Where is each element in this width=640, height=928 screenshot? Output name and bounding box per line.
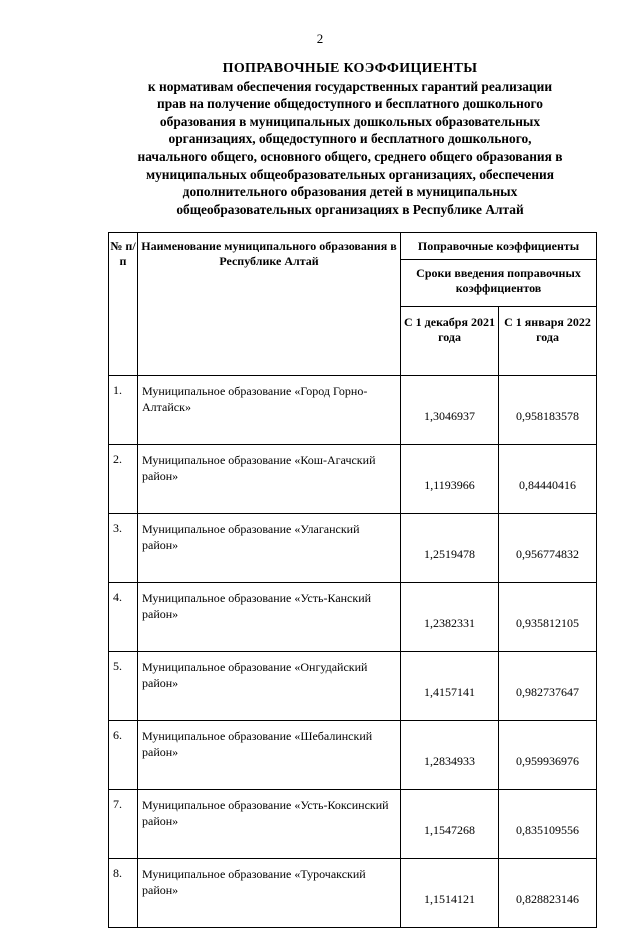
row-number: 1. bbox=[109, 376, 138, 445]
row-number: 2. bbox=[109, 445, 138, 514]
title-line: образования в муниципальных дошкольных образовательных bbox=[159, 113, 541, 129]
row-number: 6. bbox=[109, 721, 138, 790]
coef-jan-2022: 0,956774832 bbox=[499, 514, 597, 583]
table-row bbox=[109, 859, 597, 928]
document-title bbox=[90, 60, 610, 218]
row-number: 4. bbox=[109, 583, 138, 652]
table-row bbox=[109, 376, 597, 445]
coef-dec-2021: 1,4157141 bbox=[401, 652, 499, 721]
coef-dec-2021: 1,2834933 bbox=[401, 721, 499, 790]
title-line: организациях, общедоступного и бесплатного дошкольного, bbox=[168, 131, 532, 147]
coefficients-table bbox=[108, 232, 597, 928]
row-number: 3. bbox=[109, 514, 138, 583]
header-coefficients: Поправочные коэффициенты bbox=[401, 233, 597, 260]
header-num: № п/п bbox=[109, 233, 138, 376]
table-row bbox=[109, 445, 597, 514]
coef-jan-2022: 0,84440416 bbox=[499, 445, 597, 514]
table-row bbox=[109, 721, 597, 790]
municipality-name: Муниципальное образование «Кош-Агачский район» bbox=[138, 445, 401, 514]
coef-jan-2022: 0,835109556 bbox=[499, 790, 597, 859]
municipality-name: Муниципальное образование «Шебалинский район» bbox=[138, 721, 401, 790]
coef-jan-2022: 0,828823146 bbox=[499, 859, 597, 928]
municipality-name: Муниципальное образование «Турочакский район» bbox=[138, 859, 401, 928]
row-number: 8. bbox=[109, 859, 138, 928]
header-date-dec-2021: С 1 декабря 2021 года bbox=[401, 307, 499, 376]
row-number: 5. bbox=[109, 652, 138, 721]
municipality-name: Муниципальное образование «Улаганский район» bbox=[138, 514, 401, 583]
table-row bbox=[109, 583, 597, 652]
municipality-name: Муниципальное образование «Онгудайский район» bbox=[138, 652, 401, 721]
title-line: прав на получение общедоступного и бесплатного дошкольного bbox=[156, 96, 543, 112]
municipality-name: Муниципальное образование «Усть-Канский район» bbox=[138, 583, 401, 652]
coef-dec-2021: 1,1193966 bbox=[401, 445, 499, 514]
coef-jan-2022: 0,958183578 bbox=[499, 376, 597, 445]
title-main: ПОПРАВОЧНЫЕ КОЭФФИЦИЕНТЫ bbox=[222, 61, 478, 76]
coef-jan-2022: 0,959936976 bbox=[499, 721, 597, 790]
coef-dec-2021: 1,1514121 bbox=[401, 859, 499, 928]
header-date-jan-2022: С 1 января 2022 года bbox=[499, 307, 597, 376]
title-line: муниципальных общеобразовательных организациях, обеспечения bbox=[145, 166, 554, 182]
municipality-name: Муниципальное образование «Город Горно-Алтайск» bbox=[138, 376, 401, 445]
municipality-name: Муниципальное образование «Усть-Коксинский район» bbox=[138, 790, 401, 859]
table-row bbox=[109, 652, 597, 721]
page-number: 2 bbox=[316, 31, 324, 46]
header-terms: Сроки введения поправочных коэффициентов bbox=[401, 260, 597, 307]
table-row bbox=[109, 790, 597, 859]
title-line: начального общего, основного общего, среднего общего образования в bbox=[137, 148, 563, 164]
title-line: общеобразовательных организациях в Республике Алтай bbox=[176, 201, 524, 217]
title-line: к нормативам обеспечения государственных гарантий реализации bbox=[147, 78, 553, 94]
row-number: 7. bbox=[109, 790, 138, 859]
coef-dec-2021: 1,1547268 bbox=[401, 790, 499, 859]
coef-jan-2022: 0,982737647 bbox=[499, 652, 597, 721]
header-name: Наименование муниципального образования в Республике Алтай bbox=[138, 233, 401, 376]
table-row bbox=[109, 514, 597, 583]
coef-dec-2021: 1,2519478 bbox=[401, 514, 499, 583]
title-line: дополнительного образования детей в муниципальных bbox=[182, 184, 518, 200]
coef-dec-2021: 1,3046937 bbox=[401, 376, 499, 445]
coef-dec-2021: 1,2382331 bbox=[401, 583, 499, 652]
coef-jan-2022: 0,935812105 bbox=[499, 583, 597, 652]
